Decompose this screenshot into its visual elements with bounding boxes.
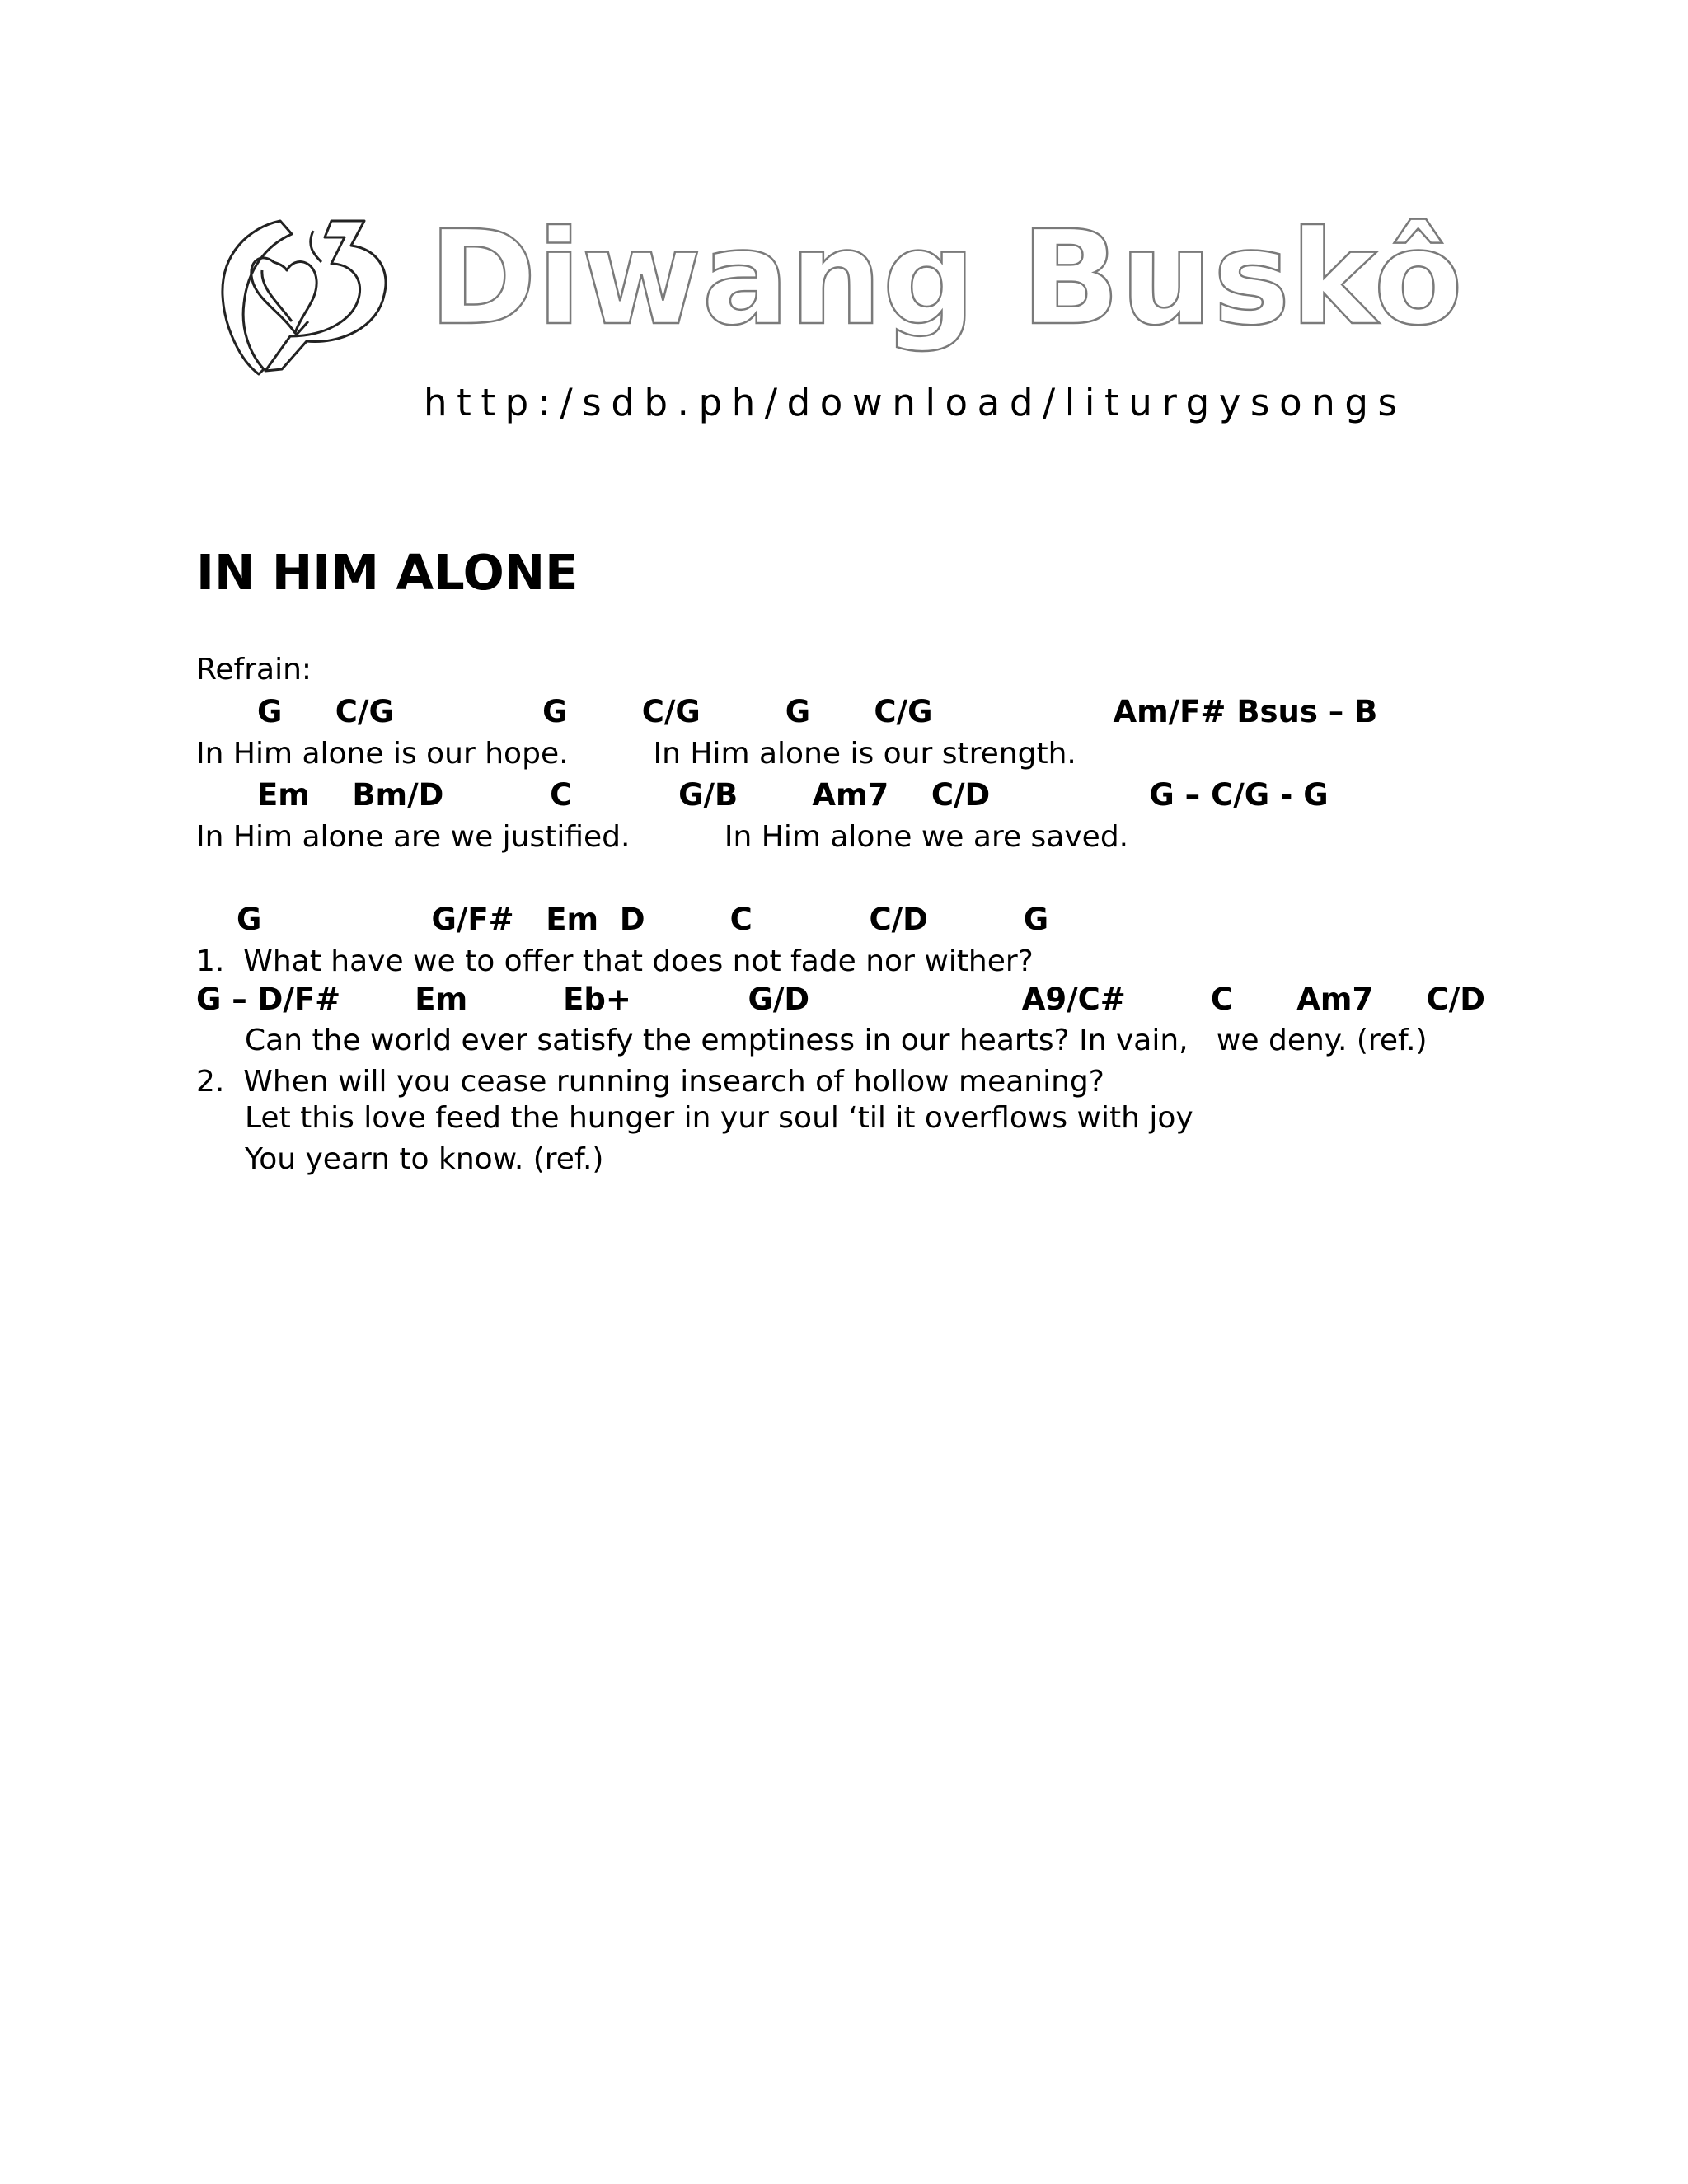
refrain-label: Refrain: <box>196 653 312 687</box>
refrain-chords-1: G C/G G C/G G C/G Am/F# Bsus – B <box>257 694 1378 729</box>
verse-1-lyric-2: Can the world ever satisfy the emptiness in our hearts? In vain, we deny. (ref.) <box>245 1024 1428 1057</box>
refrain-chords-2: Em Bm/D C G/B Am7 C/D G – C/G - G <box>257 777 1329 813</box>
verse-1-chords-1: G G/F# Em D C C/D G <box>237 902 1049 937</box>
heart-emblem-icon <box>216 213 389 377</box>
verse-1-lyric-1: 1. What have we to offer that does not fade nor wither? <box>196 944 1034 978</box>
verse-1-chords-2: G – D/F# Em Eb+ G/D A9/C# C Am7 C/D <box>196 982 1486 1017</box>
refrain-lyric-1: In Him alone is our hope. In Him alone is our strength. <box>196 737 1076 771</box>
brand-wordmark <box>429 199 1500 356</box>
verse-2-lyric-2: Let this love feed the hunger in yur soul ‘til it overflows with joy <box>245 1101 1193 1135</box>
download-url: http:/sdb.ph/download/liturgysongs <box>424 381 1407 424</box>
brand-name: Diwang Buskô <box>429 203 1463 354</box>
verse-2-lyric-1: 2. When will you cease running insearch of hollow meaning? <box>196 1065 1104 1099</box>
refrain-lyric-2: In Him alone are we justified. In Him alone we are saved. <box>196 820 1129 854</box>
verse-2-lyric-3: You yearn to know. (ref.) <box>245 1142 604 1176</box>
song-title: IN HIM ALONE <box>196 544 579 601</box>
